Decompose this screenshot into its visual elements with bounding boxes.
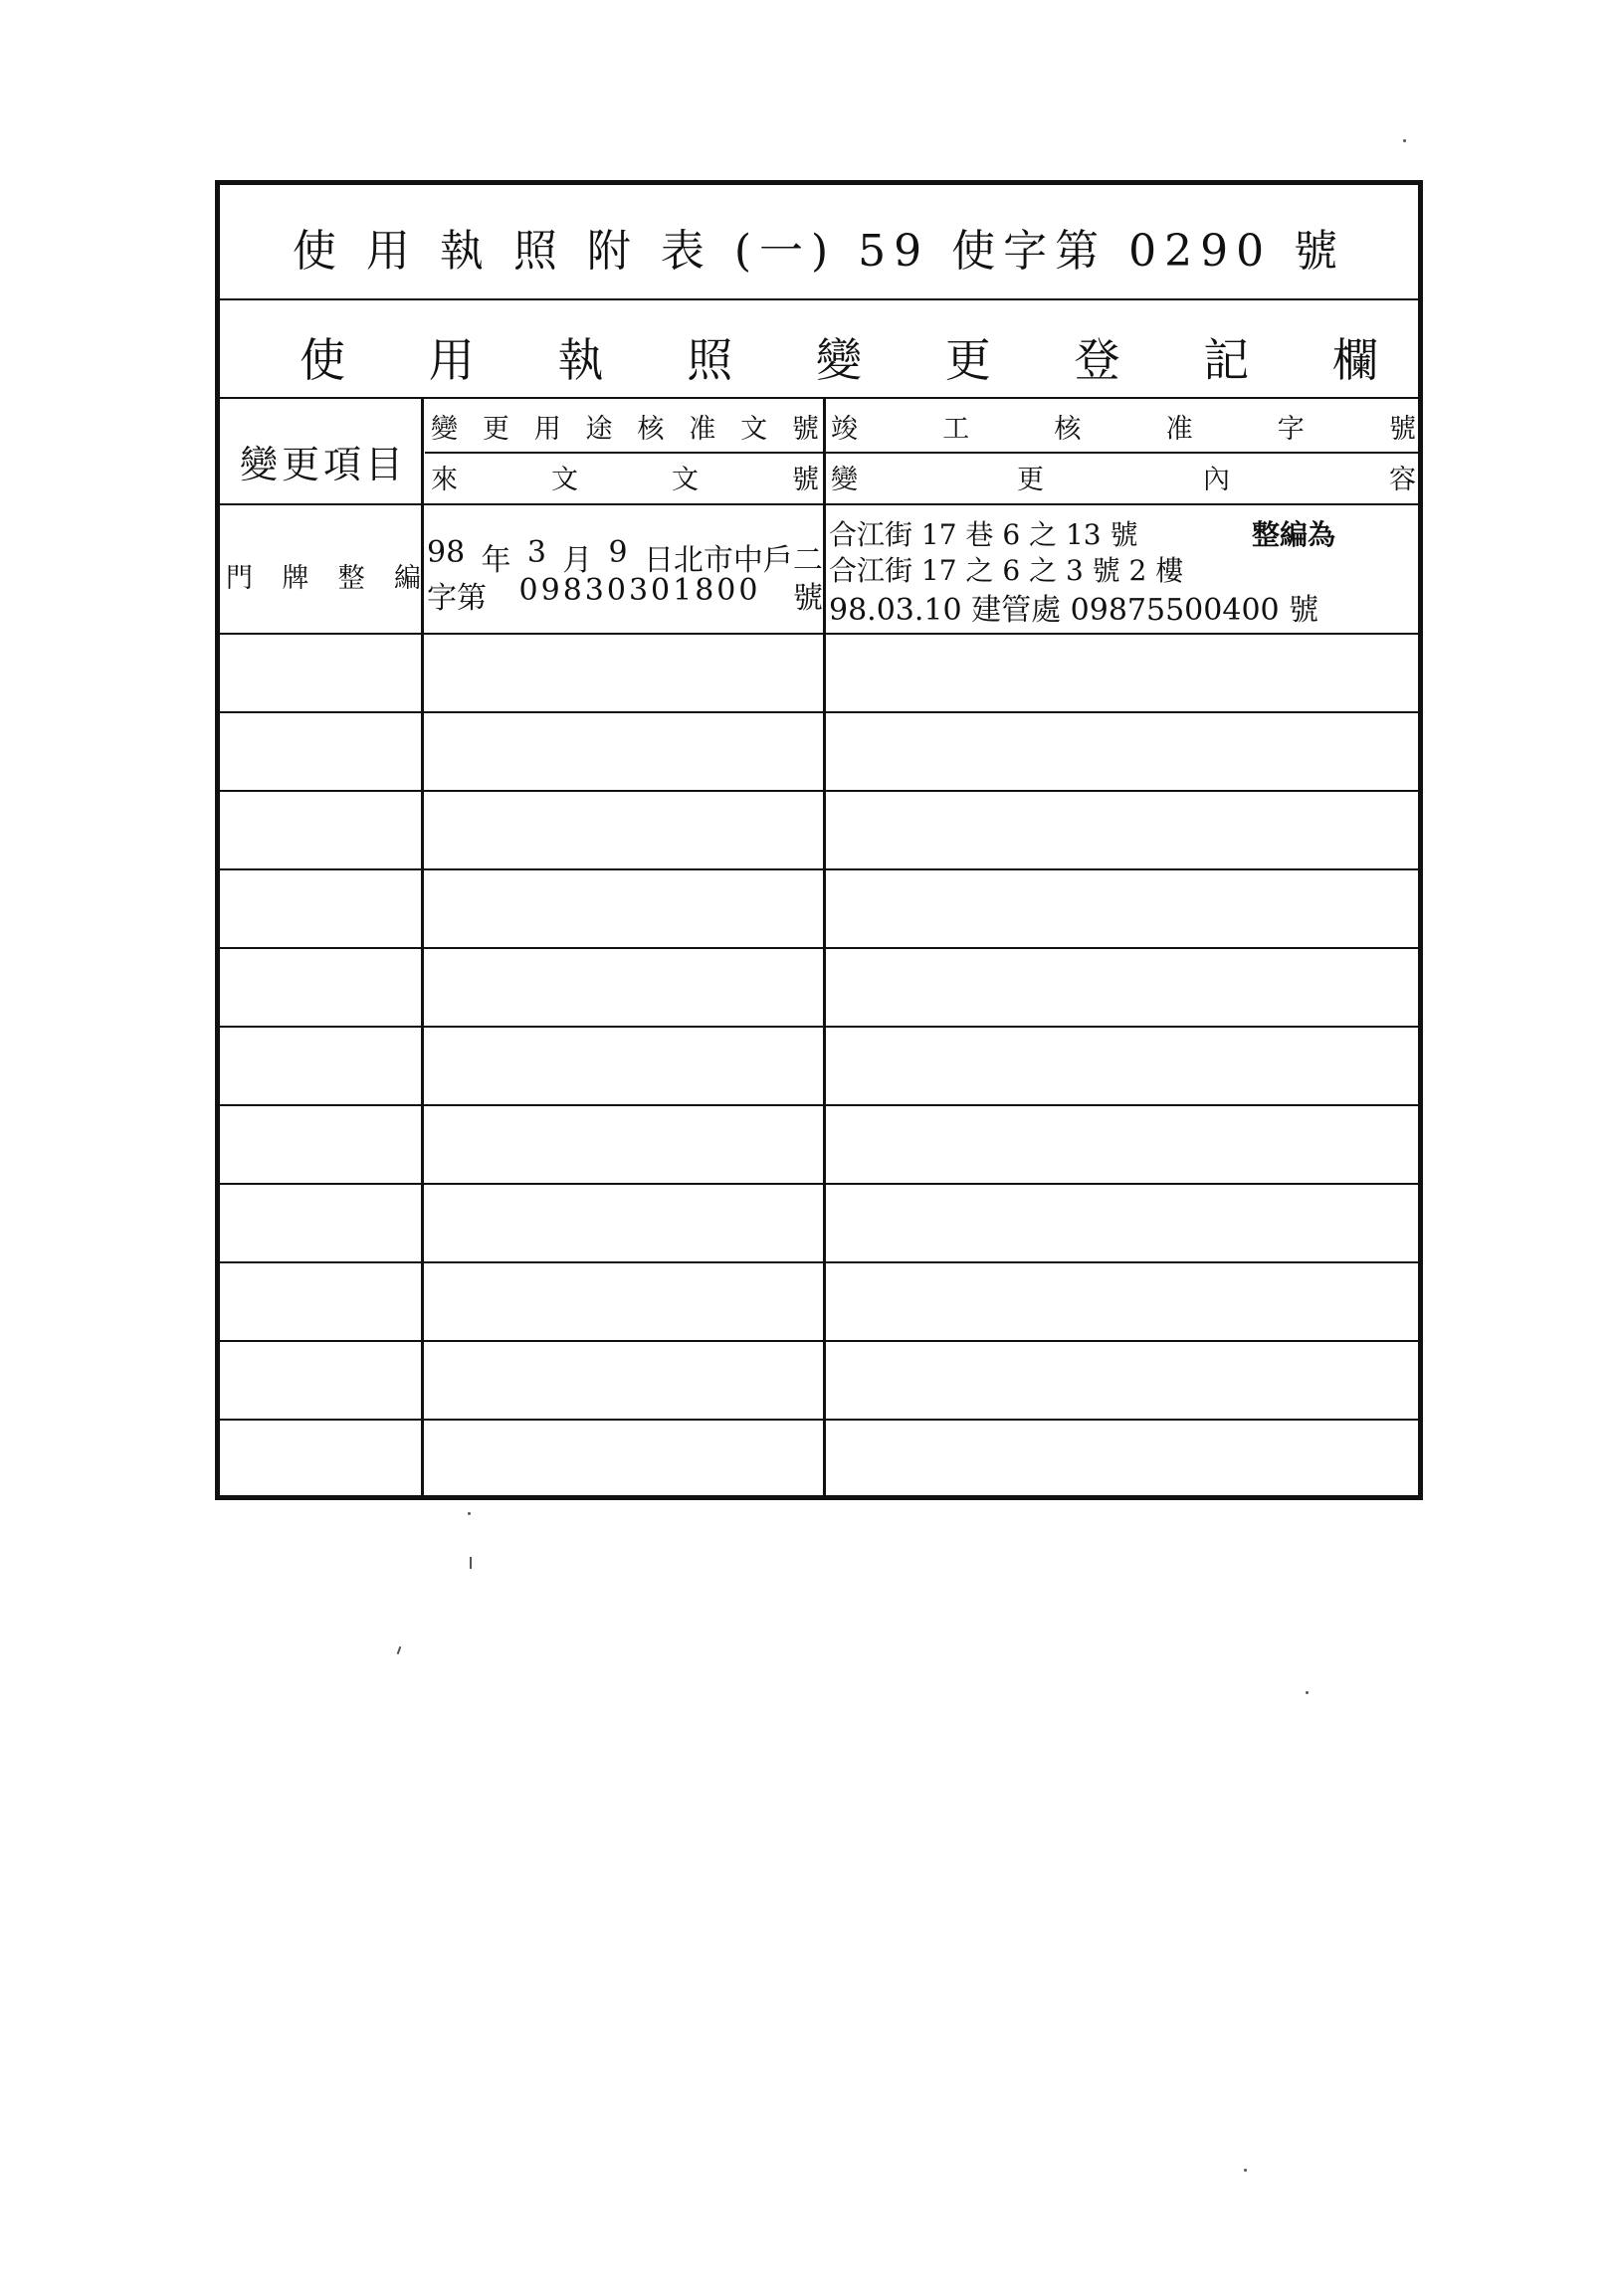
row-document-number-line2 bbox=[427, 573, 823, 617]
header-char: 途 bbox=[585, 414, 613, 445]
header-char: 容 bbox=[1389, 465, 1416, 495]
item-char: 編 bbox=[393, 563, 421, 594]
row-divider bbox=[220, 711, 1418, 713]
item-char: 牌 bbox=[282, 563, 309, 594]
doc-token: 號 bbox=[793, 581, 823, 616]
row-divider bbox=[220, 790, 1418, 792]
row-content-line1-suffix: 整編為 bbox=[1252, 518, 1336, 551]
header-char: 字 bbox=[1277, 414, 1305, 445]
row-divider bbox=[220, 1026, 1418, 1028]
header-char: 准 bbox=[689, 414, 716, 445]
header-char: 變 bbox=[831, 465, 858, 495]
scan-speck bbox=[1403, 139, 1406, 142]
row-divider bbox=[220, 1261, 1418, 1263]
doc-token: 年 bbox=[481, 543, 511, 578]
column-divider bbox=[823, 397, 826, 1495]
row-divider bbox=[220, 1104, 1418, 1106]
column-header-incoming bbox=[431, 467, 819, 493]
header-char: 來 bbox=[431, 465, 458, 495]
doc-token: 月 bbox=[562, 543, 593, 578]
header-char: 變 bbox=[431, 414, 458, 445]
header-char: 號 bbox=[1388, 414, 1416, 445]
header-char: 內 bbox=[1203, 465, 1230, 495]
header-char: 文 bbox=[740, 414, 768, 445]
section-title-char: 登 bbox=[1074, 333, 1120, 387]
item-char: 門 bbox=[226, 563, 253, 594]
doc-token: 日北市中戶二 bbox=[643, 543, 823, 578]
doc-token: 98 bbox=[427, 535, 466, 570]
header-char: 工 bbox=[942, 414, 970, 445]
column-divider bbox=[421, 397, 424, 1495]
column-header-approval bbox=[431, 416, 819, 443]
row-content-line2: 合江街 17 之 6 之 3 號 2 樓 bbox=[829, 554, 1184, 587]
divider bbox=[220, 503, 1418, 505]
header-char: 准 bbox=[1165, 414, 1193, 445]
license-change-form bbox=[215, 180, 1423, 1500]
row-divider bbox=[220, 1419, 1418, 1421]
scan-speck bbox=[1244, 2169, 1247, 2172]
divider bbox=[425, 452, 1418, 454]
column-header-content bbox=[831, 467, 1416, 493]
section-title-char: 變 bbox=[816, 333, 862, 387]
section-title-char: 照 bbox=[687, 333, 733, 387]
row-divider bbox=[220, 868, 1418, 870]
divider bbox=[220, 397, 1418, 399]
header-char: 竣 bbox=[831, 414, 858, 445]
section-title bbox=[300, 324, 1378, 390]
doc-token: 09830301800 bbox=[518, 573, 761, 608]
doc-token: 3 bbox=[526, 535, 546, 570]
row-content-line3: 98.03.10 建管處 09875500400 號 bbox=[829, 593, 1319, 628]
row-item-label bbox=[226, 556, 421, 595]
header-char: 用 bbox=[533, 414, 561, 445]
row-divider bbox=[220, 1340, 1418, 1342]
row-divider bbox=[220, 633, 1418, 635]
form-title: 使 用 執 照 附 表 (一) 59 使字第 0290 號 bbox=[292, 226, 1346, 277]
section-title-char: 更 bbox=[944, 333, 991, 387]
row-content-line1: 合江街 17 巷 6 之 13 號 bbox=[829, 518, 1138, 551]
scan-speck bbox=[397, 1646, 402, 1654]
scan-speck bbox=[470, 1557, 472, 1569]
item-char: 整 bbox=[337, 563, 365, 594]
section-title-char: 執 bbox=[557, 333, 604, 387]
section-title-char: 用 bbox=[428, 333, 475, 387]
section-title-char: 使 bbox=[300, 333, 345, 387]
doc-token: 字第 bbox=[427, 581, 487, 616]
section-title-char: 欄 bbox=[1332, 333, 1378, 387]
header-char: 核 bbox=[1054, 414, 1082, 445]
header-char: 更 bbox=[482, 414, 509, 445]
header-char: 號 bbox=[792, 465, 819, 495]
header-char: 核 bbox=[637, 414, 665, 445]
column-header-item: 變更項目 bbox=[239, 443, 407, 486]
row-divider bbox=[220, 947, 1418, 949]
column-header-completion bbox=[831, 416, 1416, 443]
scan-speck bbox=[468, 1512, 471, 1515]
header-char: 文 bbox=[672, 465, 699, 495]
header-char: 號 bbox=[791, 414, 819, 445]
row-divider bbox=[220, 1183, 1418, 1185]
header-char: 更 bbox=[1017, 465, 1044, 495]
header-char: 文 bbox=[551, 465, 578, 495]
divider bbox=[220, 298, 1418, 300]
scan-speck bbox=[1306, 1691, 1309, 1694]
doc-token: 9 bbox=[608, 535, 628, 570]
section-title-char: 記 bbox=[1203, 333, 1250, 387]
